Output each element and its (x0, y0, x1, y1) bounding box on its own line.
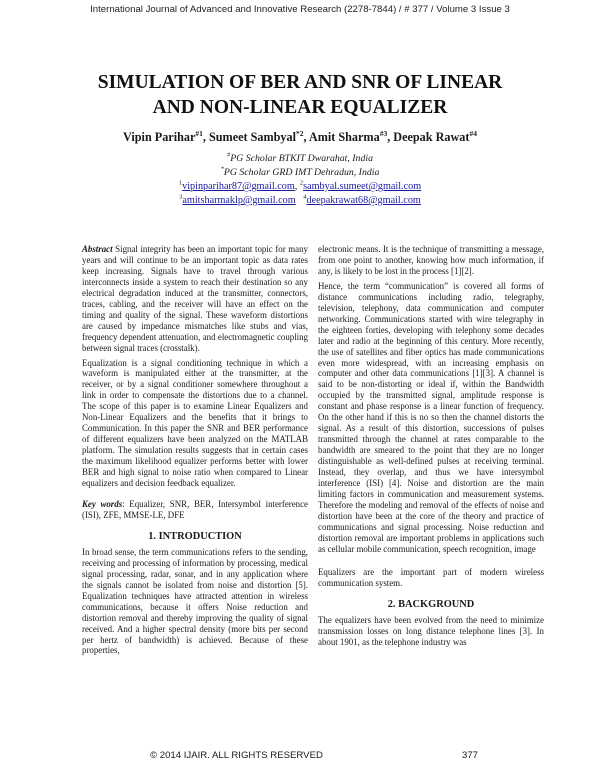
author-name: Deepak Rawat (393, 130, 470, 144)
abstract-paragraph (82, 244, 308, 354)
author-separator: , (387, 130, 394, 144)
title-line-1: SIMULATION OF BER AND SNR OF LINEAR (97, 72, 503, 93)
email-link[interactable]: sambyal.sumeet@gmail.com (303, 181, 422, 192)
email-marker: 4 (303, 193, 307, 201)
abstract-label: Abstract (82, 244, 113, 254)
affiliation-marker: * (220, 165, 224, 173)
footer-page-number: 377 (462, 750, 479, 761)
author-name: Vipin Parihar (123, 130, 196, 144)
paper-title (40, 70, 560, 120)
author-name: Amit Sharma (308, 130, 380, 144)
email-marker: 3 (179, 193, 183, 201)
abstract-paragraph-2: Equalization is a signal conditioning technique in which a waveform is manipulated either at the transmitter, at the receiver, or by a signal conditioner somewhere throughout a link in order to compensate the distortions due to a channel. The scope of this paper is to examine Linear Equalizers and Non-Linear Equalizers and the benefits that it brings to Communication. In this paper the SNR and BER performance of different equalizers have been analyzed on the MATLAB platform. The simulation results suggests that in certain cases the maximum likelihood equalizer performs better with lower BER and high signal to noise ratio when compared to Linear equalizers and decision feedback equalizer. (82, 357, 308, 489)
affiliation-grd-imt (60, 167, 540, 178)
right-paragraph-2: Hence, the term “communication” is covered all forms of distance communications including radio, telegraphy, television, telephony, data communication and computer networking. Communications started with wire telegraphy in the eighteen forties, developing with telephony some decades later and radio at the beginning of this century. More recently, the use of satellites and fiber optics has made communications even more widespread, with an increasing emphasis on computer and other data communications [1][3]. A channel is said to be non-distorting or ideal if, within the Bandwidth occupied by the transmitted signal, amplitude response is constant and phase response is a linear function of frequency. On the other hand if this is no so then the channel distorts the signal. As a result of this distortion, successions of pulses transmitted through the channel at rates comparable to the bandwidth are smeared to the point that they are no longer distinguishable as well-defined pulses at receiving terminal. Instead, they overlap, and thus we have intersymbol interference (ISI) [4]. Noise and distortion are the main limiting factors in communication and measurement systems. Therefore the modeling and removal of the effects of noise and distortion have been at the core of the theory and practice of communications and signal processing. Noise reduction and distortion removal are important problems in applications such as cellular mobile communication, speech recognition, image (318, 280, 544, 554)
email-line-2 (60, 195, 540, 206)
title-line-2: AND NON-LINEAR EQUALIZER (152, 97, 448, 118)
author-superscript: #1 (195, 128, 203, 138)
introduction-heading: 1. INTRODUCTION (148, 530, 242, 542)
author-list (30, 130, 570, 145)
journal-header: International Journal of Advanced and Innovative Research (2278-7844) / # 377 / Volume 3 Issue 3 (90, 4, 510, 15)
author-superscript: #3 (379, 128, 388, 138)
email-link[interactable]: amitsharmaklp@gmail.com (182, 195, 296, 206)
right-column (318, 244, 544, 651)
author-superscript: #4 (469, 128, 477, 138)
email-link[interactable]: vipinparihar87@gmail.com (182, 181, 295, 192)
keywords-text: : Equalizer, SNR, BER, Intersymbol interference (ISI), ZFE, MMSE-LE, DFE (82, 498, 308, 520)
author-separator: , (303, 130, 309, 144)
email-marker: 1 (178, 179, 183, 187)
introduction-paragraph: In broad sense, the term communications refers to the sending, receiving and processing of information by processing, medical signal processing, radar, sonar, and in any application where the signals cannot be isolated from noise and distortion [5]. Equalization techniques have attracted attention in wireless communications, because it offers Noise reduction and distortion removal and thereby improving the quality of signal received. And a higher spectral density (more bits per second per hertz of bandwidth) is achieved. Because of these properties, (82, 546, 308, 656)
background-paragraph: The equalizers have been evolved from the need to minimize transmission losses on long distance telephone lines [3]. In about 1901, as the telephone industry was (318, 614, 544, 647)
right-paragraph-1: electronic means. It is the technique of transmitting a message, from one point to another, knowing how much information, if any, is likely to be lost in the process [1][2]. (318, 244, 544, 276)
abstract-text: Signal integrity has been an important topic for many years and will continue to be an important topic as data rates keep increasing. Signals have to travel through various interconnects inside a system to reach their destination so any electrical degradation induced at the transmitter, connectors, traces, cabling, and the receiver will have an effect on the timing and quality of the signal. These waveform distortions are caused by impedance mismatches like stubs and vias, frequency dependent attenuation, and electromagnetic coupling between signal traces (crosstalk). (82, 244, 308, 353)
right-paragraph-3: Equalizers are the important part of modern wireless communication system. (318, 566, 544, 588)
background-heading: 2. BACKGROUND (387, 598, 475, 610)
keywords-label: Key words (82, 498, 123, 509)
author-superscript: *2 (296, 128, 304, 138)
email-line-1: $^1$vipinparihar87@gmail.com, $^2$sambyal.sumeet@gmail.com (178, 179, 422, 192)
left-column (82, 244, 308, 660)
email-link[interactable]: deepakrawat68@gmail.com (306, 195, 421, 206)
footer-copyright: © 2014 IJAIR. ALL RIGHTS RESERVED (150, 750, 323, 761)
affiliation-btkit (60, 153, 540, 164)
email-marker: 2 (299, 179, 304, 187)
author-name: Sumeet Sambyal (208, 130, 296, 144)
keywords-paragraph (82, 499, 308, 521)
affiliation-text: PG Scholar BTKIT Dwarahat, India (230, 153, 373, 164)
author-separator: , (202, 130, 209, 144)
affiliation-marker: # (227, 151, 231, 159)
affiliation-text: PG Scholar GRD IMT Dehradun, India (223, 167, 380, 178)
